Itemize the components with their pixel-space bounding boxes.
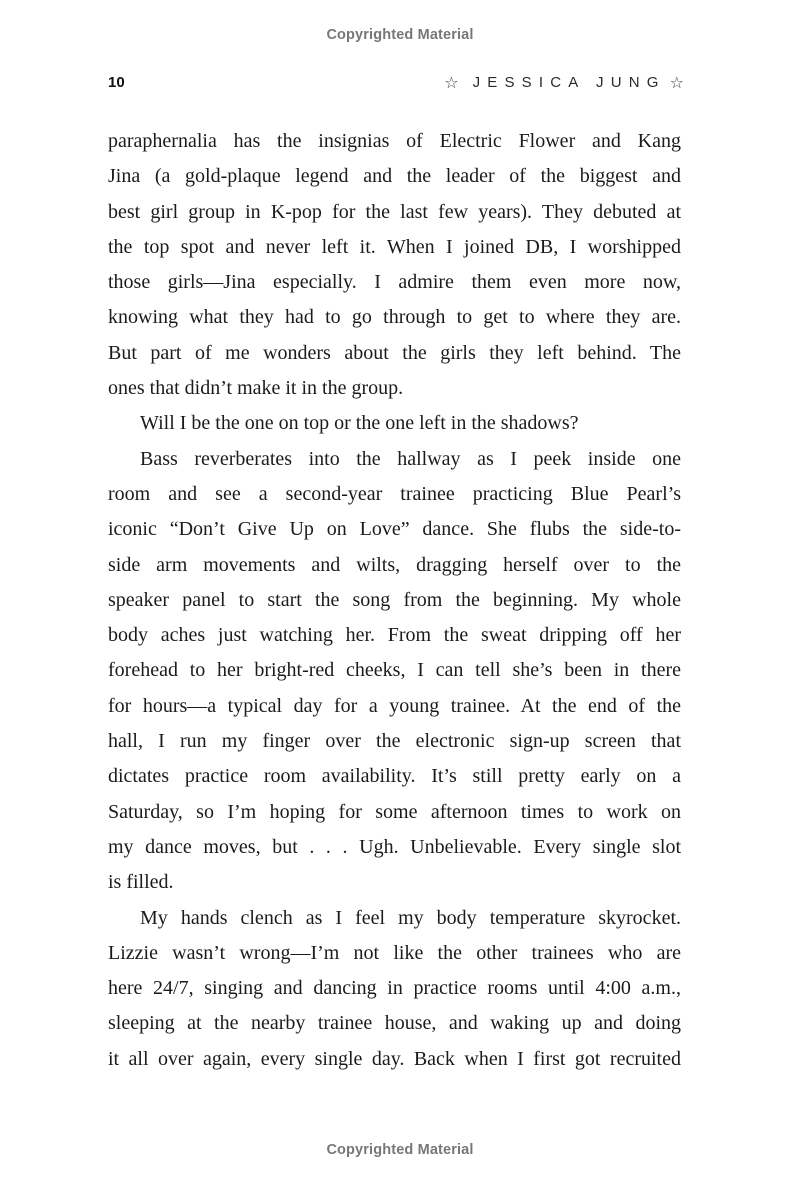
body-line: it all over again, every single day. Back when I first got recruited bbox=[108, 1047, 681, 1070]
body-line: My hands clench as I feel my body temperature skyrocket. bbox=[140, 906, 681, 929]
body-line: forehead to her bright-red cheeks, I can tell she’s been in there bbox=[108, 659, 681, 682]
body-line: Will I be the one on top or the one left in the shadows? bbox=[140, 412, 579, 435]
running-header-title: JESSICA JUNG bbox=[472, 74, 666, 91]
body-line: knowing what they had to go through to get to where they are. bbox=[108, 306, 681, 329]
body-line: best girl group in K-pop for the last few years). They debuted at bbox=[108, 200, 681, 223]
body-line: my dance moves, but . . . Ugh. Unbelievable. Every single slot bbox=[108, 835, 681, 858]
page-header bbox=[108, 74, 684, 91]
page-number: 10 bbox=[108, 74, 125, 91]
body-line: speaker panel to start the song from the beginning. My whole bbox=[108, 588, 681, 611]
star-icon: ☆ bbox=[444, 72, 459, 92]
body-line: ones that didn’t make it in the group. bbox=[108, 377, 404, 400]
body-line: is filled. bbox=[108, 871, 174, 894]
body-line: body aches just watching her. From the sweat dripping off her bbox=[108, 624, 681, 647]
body-line: iconic “Don’t Give Up on Love” dance. She flubs the side-to- bbox=[108, 518, 681, 541]
body-line: sleeping at the nearby trainee house, and waking up and doing bbox=[108, 1012, 681, 1035]
body-line: those girls—Jina especially. I admire them even more now, bbox=[108, 271, 681, 294]
body-line: here 24/7, singing and dancing in practice rooms until 4:00 a.m., bbox=[108, 977, 681, 1000]
body-line: Jina (a gold-plaque legend and the leader of the biggest and bbox=[108, 165, 681, 188]
body-line: paraphernalia has the insignias of Electric Flower and Kang bbox=[108, 130, 681, 152]
body-line: Bass reverberates into the hallway as I peek inside one bbox=[140, 447, 681, 470]
body-line: for hours—a typical day for a young trainee. At the end of the bbox=[108, 694, 681, 717]
page-body bbox=[108, 124, 681, 1077]
copyright-notice-top: Copyrighted Material bbox=[326, 27, 474, 43]
body-line: But part of me wonders about the girls they left behind. The bbox=[108, 341, 681, 364]
body-line: dictates practice room availability. It’s still pretty early on a bbox=[108, 765, 681, 788]
running-header bbox=[444, 74, 684, 91]
body-line: Saturday, so I’m hoping for some afternoon times to work on bbox=[108, 800, 681, 823]
star-icon: ☆ bbox=[669, 72, 684, 92]
body-line: Lizzie wasn’t wrong—I’m not like the other trainees who are bbox=[108, 941, 681, 964]
body-line: side arm movements and wilts, dragging herself over to the bbox=[108, 553, 681, 576]
copyright-notice-bottom: Copyrighted Material bbox=[326, 1142, 474, 1158]
body-line: the top spot and never left it. When I joined DB, I worshipped bbox=[108, 235, 681, 258]
body-line: room and see a second-year trainee practicing Blue Pearl’s bbox=[108, 482, 681, 505]
body-line: hall, I run my finger over the electronic sign-up screen that bbox=[108, 730, 681, 753]
